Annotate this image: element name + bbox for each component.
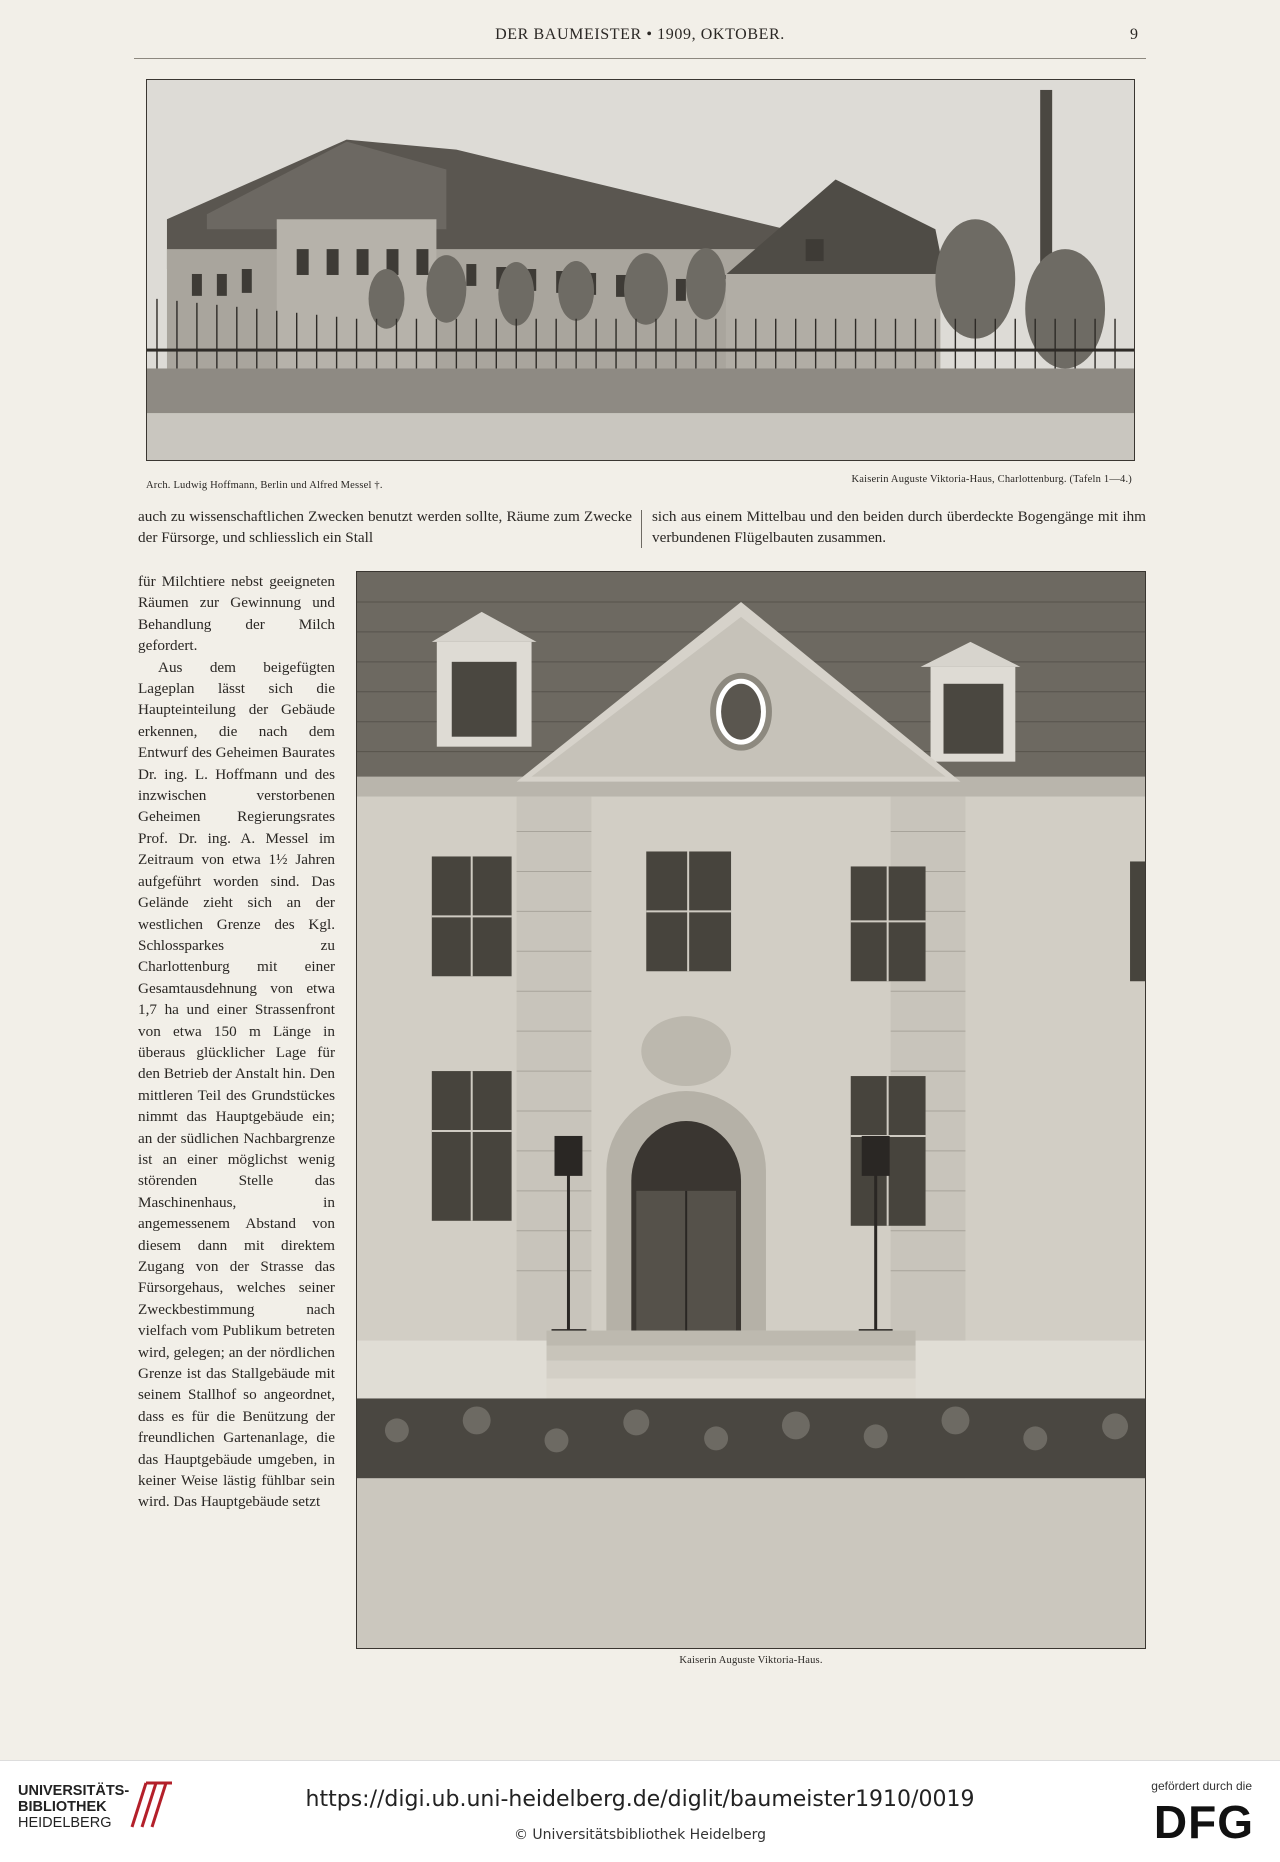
body-paragraph-1: für Milchtiere nebst geeigneten Räumen zur Gewinnung und Behandlung der Milch gefordert.: [138, 573, 335, 655]
body-text-top-left: auch zu wissenschaftlichen Zwecken benutzt werden sollte, Räume zum Zwecke der Fürsorge, und schliesslich ein Stall: [138, 508, 632, 547]
dfg-logo[interactable]: DFG: [1153, 1796, 1254, 1848]
top-photo-caption: Kaiserin Auguste Viktoria-Haus, Charlottenburg. (Tafeln 1—4.): [851, 474, 1132, 485]
funding-label: gefördert durch die: [1151, 1779, 1252, 1793]
entrance-illustration: [357, 572, 1145, 1648]
library-name-line-2: BIBLIOTHEK: [18, 1799, 107, 1815]
library-name-line-3: HEIDELBERG: [18, 1815, 112, 1831]
copyright-notice: © Universitätsbibliothek Heidelberg: [513, 1827, 766, 1843]
viewer-footer: [0, 1760, 1280, 1862]
narrow-text-column: [138, 571, 335, 1513]
entrance-photo-caption: Kaiserin Auguste Viktoria-Haus.: [679, 1655, 823, 1666]
building-exterior-illustration: [147, 80, 1134, 460]
body-text-top-right: sich aus einem Mittelbau und den beiden durch überdeckte Bogengänge mit ihm verbundenen Flügelbauten zusammen.: [652, 508, 1146, 547]
permalink-url[interactable]: https://digi.ub.uni-heidelberg.de/diglit/baumeister1910/0019: [305, 1787, 975, 1812]
building-exterior-photo: [146, 79, 1135, 461]
header-rule: [134, 58, 1146, 59]
top-photo-credit: Arch. Ludwig Hoffmann, Berlin und Alfred Messel †.: [146, 480, 383, 491]
page-number: 9: [1130, 26, 1138, 43]
column-divider: [641, 510, 642, 548]
body-paragraph-2: Aus dem beigefügten Lageplan lässt sich die Haupteinteilung der Gebäude erkennen, die nach dem Entwurf des Geheimen Baurates Dr. ing. L. Hoffmann und des inzwischen verstorbenen Geheimen Regierungsrates Prof. Dr. ing. A. Messel im Zeitraum von etwa 1½ Jahren aufgeführt worden sind. Das Gelände zieht sich an der westlichen Grenze des Kgl. Schlossparkes zu Charlottenburg mit einer Gesamtausdehnung von etwa 1,7 ha und einer Strassenfront von etwa 150 m Länge in überaus glücklicher Lage für den Betrieb der Anstalt hin. Den mittleren Teil des Grundstückes nimmt das Hauptgebäude ein; an der südlichen Nachbargrenze ist an einer möglichst wenig störenden Stelle das Maschinenhaus, in angemessenem Abstand von diesem dann mit direktem Zugang von der Strasse das Fürsorgehaus, welches seiner Zweckbestimmung nach vielfach vom Publikum betreten wird, gelegen; an der nördlichen Grenze ist das Stallgebäude mit seinem Stallhof so angeordnet, dass es für die Benützung der freundlichen Gartenanlage, die das Hauptgebäude umgeben, in keiner Weise lästig fühlbar sein wird. Das Hauptgebäude setzt: [138, 658, 335, 1511]
entrance-photo: [356, 571, 1146, 1649]
running-title: DER BAUMEISTER • 1909, OKTOBER.: [495, 26, 785, 43]
library-name-line-1: UNIVERSITÄTS-: [18, 1783, 130, 1799]
